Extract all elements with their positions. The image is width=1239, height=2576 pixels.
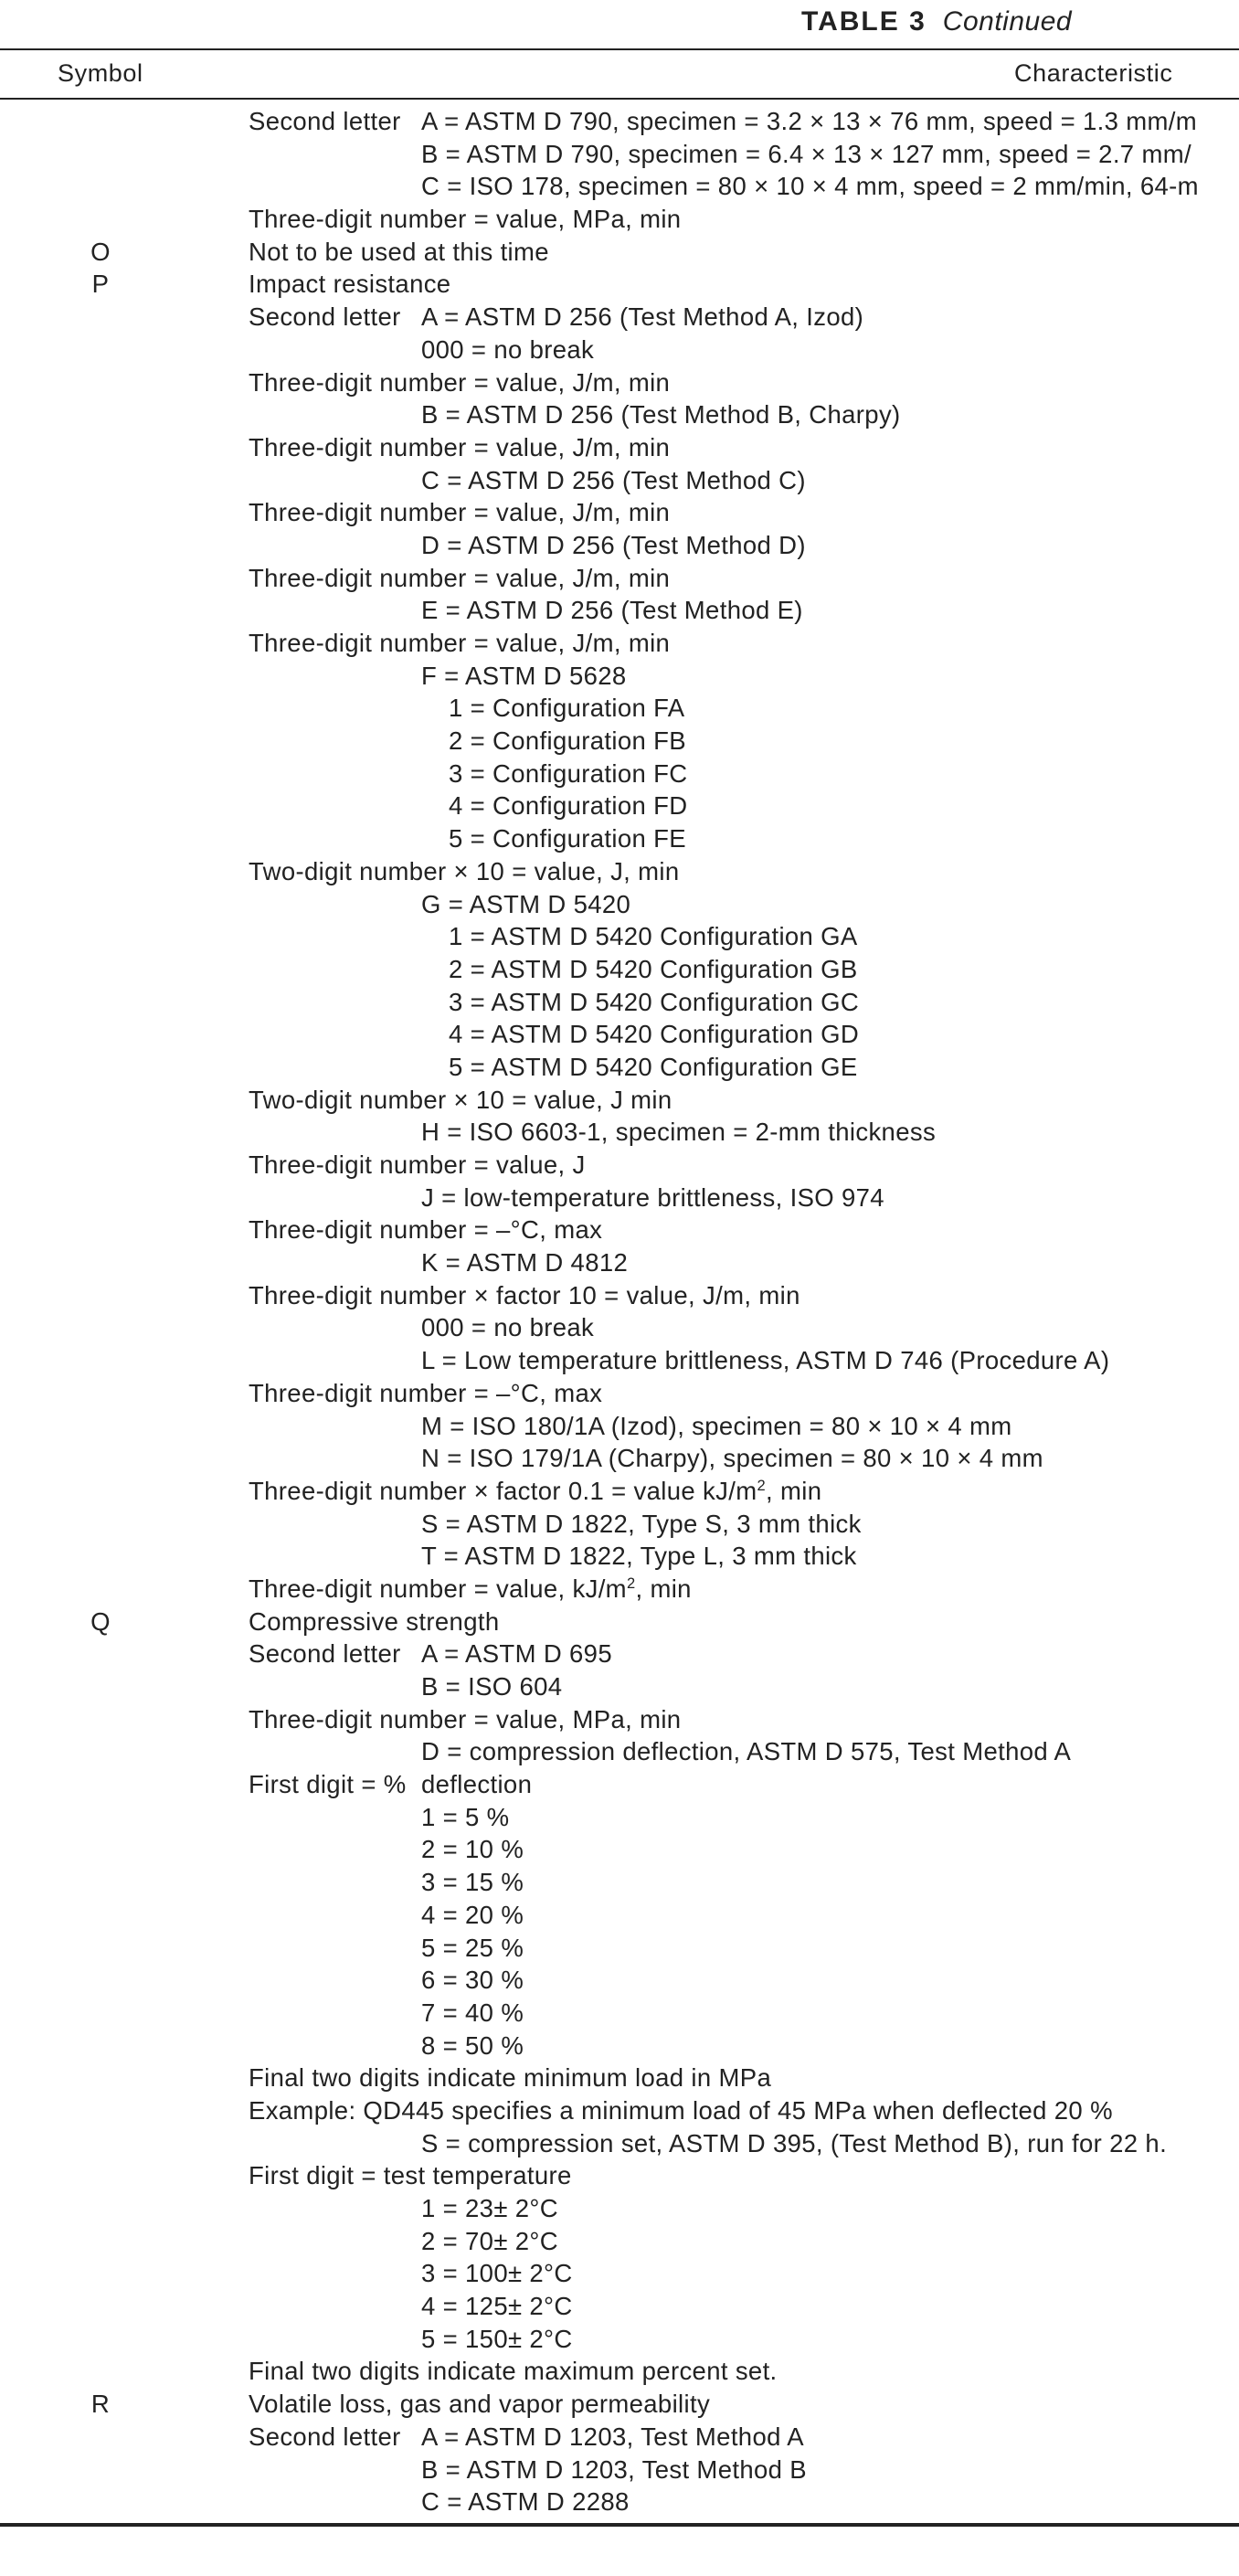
characteristic-option: 5 = 150± 2°C	[421, 2324, 573, 2353]
characteristic-option: 2 = 10 %	[421, 1835, 524, 1864]
characteristic-option: 8 = 50 %	[421, 2030, 524, 2060]
table-row	[0, 1051, 1239, 1084]
characteristic-option: 5 = 25 %	[421, 1933, 524, 1962]
table-header-rule	[0, 98, 1239, 100]
characteristic-lead: Three-digit number × factor 10 = value, J/m, min	[249, 1280, 800, 1309]
characteristic-lead: First digit = %	[249, 1770, 407, 1799]
characteristic-option: F = ASTM D 5628	[421, 661, 627, 690]
characteristic-option: L = Low temperature brittleness, ASTM D 746 (Procedure A)	[421, 1346, 1110, 1375]
table-row	[0, 366, 1239, 399]
characteristic-option: G = ASTM D 5420	[421, 889, 631, 918]
characteristic-lead	[249, 1475, 821, 1508]
table-row	[0, 920, 1239, 953]
table-row	[0, 1735, 1239, 1768]
characteristic-option: A = ASTM D 790, specimen = 3.2 × 13 × 76 mm, speed = 1.3 mm/m	[421, 107, 1198, 135]
characteristic-option: 2 = 70± 2°C	[421, 2226, 558, 2255]
table-row	[0, 105, 1239, 138]
table-row	[0, 1899, 1239, 1932]
characteristic-option: K = ASTM D 4812	[421, 1248, 629, 1277]
characteristic-option: 000 = no break	[421, 1313, 595, 1342]
table-row	[0, 2192, 1239, 2225]
table-row	[0, 236, 1239, 269]
table-row	[0, 758, 1239, 790]
superscript: 2	[626, 1575, 636, 1593]
lead-text: Three-digit number = value, kJ/m	[249, 1574, 627, 1603]
characteristic-suboption: 1 = Configuration FA	[449, 694, 685, 723]
characteristic-lead: Not to be used at this time	[249, 237, 549, 266]
characteristic-lead: Three-digit number = value, J/m, min	[249, 498, 671, 527]
table-row	[0, 1018, 1239, 1051]
table-number: TABLE 3	[801, 6, 927, 37]
table-row	[0, 1410, 1239, 1443]
table-row	[0, 725, 1239, 758]
characteristic-lead: Three-digit number = value, MPa, min	[249, 205, 682, 234]
table-continued-label: Continued	[942, 6, 1073, 37]
table-row	[0, 1246, 1239, 1279]
table-row	[0, 1149, 1239, 1182]
characteristic-option: T = ASTM D 1822, Type L, 3 mm thick	[421, 1542, 857, 1571]
table-row	[0, 2290, 1239, 2323]
table-row	[0, 692, 1239, 725]
characteristic-option: H = ISO 6603-1, specimen = 2-mm thickness	[421, 1118, 937, 1147]
lead-tail: , min	[635, 1574, 692, 1603]
characteristic-option: deflection	[421, 1770, 533, 1799]
characteristic-option: J = low-temperature brittleness, ISO 974	[421, 1182, 884, 1212]
table-row	[0, 1997, 1239, 2030]
characteristic-option: B = ASTM D 790, specimen = 6.4 × 13 × 127 mm, speed = 2.7 mm/	[421, 139, 1191, 168]
characteristic-option: 4 = 20 %	[421, 1900, 524, 1929]
characteristic-lead: Final two digits indicate minimum load in MPa	[249, 2063, 772, 2093]
characteristic-option: C = ISO 178, specimen = 80 × 10 × 4 mm, speed = 2 mm/min, 64-m	[421, 172, 1199, 201]
characteristic-suboption: 5 = ASTM D 5420 Configuration GE	[449, 1052, 858, 1081]
symbol-cell: P	[91, 270, 110, 299]
table-row	[0, 398, 1239, 431]
table-row	[0, 790, 1239, 822]
table-row	[0, 953, 1239, 986]
table-row	[0, 1932, 1239, 1965]
table-row	[0, 2454, 1239, 2486]
characteristic-lead: Three-digit number = value, J/m, min	[249, 432, 671, 461]
characteristic-option: 1 = 23± 2°C	[421, 2194, 558, 2222]
table-row	[0, 1638, 1239, 1670]
characteristic-lead: Final two digits indicate maximum percent set.	[249, 2357, 778, 2386]
table-row	[0, 2355, 1239, 2388]
characteristic-option: S = compression set, ASTM D 395, (Test Method B), run for 22 h.	[421, 2128, 1168, 2157]
table-row	[0, 1801, 1239, 1834]
characteristic-option: 000 = no break	[421, 334, 595, 364]
lead-tail: , min	[766, 1476, 822, 1505]
table-row	[0, 1116, 1239, 1149]
table-row	[0, 1606, 1239, 1638]
table-row	[0, 1377, 1239, 1410]
characteristic-option: D = compression deflection, ASTM D 575, Test Method A	[421, 1737, 1072, 1766]
table-row	[0, 2030, 1239, 2062]
characteristic-option: D = ASTM D 256 (Test Method D)	[421, 530, 806, 559]
table-row	[0, 2127, 1239, 2160]
characteristic-option: A = ASTM D 1203, Test Method A	[421, 2422, 804, 2451]
table-row	[0, 1279, 1239, 1312]
table-row	[0, 822, 1239, 855]
characteristic-lead: Compressive strength	[249, 1606, 500, 1636]
table-row	[0, 627, 1239, 660]
table-row	[0, 2257, 1239, 2290]
characteristic-suboption: 4 = ASTM D 5420 Configuration GD	[449, 1020, 860, 1049]
characteristic-option: B = ASTM D 256 (Test Method B, Charpy)	[421, 400, 901, 429]
characteristic-lead: Three-digit number = value, J/m, min	[249, 367, 671, 397]
column-header-symbol: Symbol	[58, 59, 143, 87]
table-row	[0, 2159, 1239, 2192]
table-row	[0, 2225, 1239, 2258]
characteristic-lead: Three-digit number = value, MPa, min	[249, 1704, 682, 1733]
table-bottom-rule	[0, 2523, 1239, 2527]
characteristic-suboption: 3 = Configuration FC	[449, 758, 688, 788]
characteristic-lead: Impact resistance	[249, 270, 451, 299]
table-row	[0, 1964, 1239, 1997]
table-row	[0, 986, 1239, 1019]
characteristic-option: S = ASTM D 1822, Type S, 3 mm thick	[421, 1509, 862, 1538]
characteristic-option: A = ASTM D 695	[421, 1639, 612, 1669]
table-row	[0, 2323, 1239, 2356]
table-row	[0, 1475, 1239, 1508]
characteristic-lead: Second letter	[249, 302, 401, 332]
characteristic-option: A = ASTM D 256 (Test Method A, Izod)	[421, 302, 864, 332]
table-row	[0, 1508, 1239, 1541]
characteristic-lead: Example: QD445 specifies a minimum load of 45 MPa when deflected 20 %	[249, 2095, 1113, 2125]
characteristic-lead: Three-digit number = –°C, max	[249, 1378, 603, 1407]
characteristic-suboption: 2 = ASTM D 5420 Configuration GB	[449, 954, 858, 983]
table-row	[0, 1442, 1239, 1475]
characteristic-option: N = ISO 179/1A (Charpy), specimen = 80 × 10 × 4 mm	[421, 1444, 1043, 1473]
table-row	[0, 268, 1239, 301]
table-row	[0, 2388, 1239, 2421]
table-row	[0, 1866, 1239, 1899]
characteristic-option: 3 = 100± 2°C	[421, 2259, 573, 2288]
table-row	[0, 170, 1239, 203]
table-row	[0, 2094, 1239, 2127]
table-top-rule	[0, 48, 1239, 50]
table-row	[0, 660, 1239, 693]
characteristic-option: 3 = 15 %	[421, 1868, 524, 1897]
characteristic-option: C = ASTM D 256 (Test Method C)	[421, 465, 806, 494]
table-row	[0, 1703, 1239, 1736]
characteristic-lead: Second letter	[249, 1639, 401, 1669]
characteristic-option: E = ASTM D 256 (Test Method E)	[421, 596, 803, 625]
table-row	[0, 594, 1239, 627]
table-row	[0, 1768, 1239, 1801]
table-row	[0, 2062, 1239, 2094]
table-row	[0, 562, 1239, 595]
table-row	[0, 1084, 1239, 1117]
table-row	[0, 1311, 1239, 1344]
characteristic-option: C = ASTM D 2288	[421, 2487, 630, 2517]
table-row	[0, 334, 1239, 366]
characteristic-lead	[249, 1573, 692, 1606]
table-row	[0, 529, 1239, 562]
table-body	[0, 105, 1239, 2518]
table-row	[0, 138, 1239, 171]
table-row	[0, 855, 1239, 888]
characteristic-lead: Second letter	[249, 107, 401, 135]
table-row	[0, 1573, 1239, 1606]
table-row	[0, 1540, 1239, 1573]
table-row	[0, 2421, 1239, 2454]
characteristic-option: 1 = 5 %	[421, 1802, 510, 1831]
characteristic-suboption: 4 = Configuration FD	[449, 791, 688, 821]
characteristic-lead: Two-digit number × 10 = value, J, min	[249, 856, 680, 885]
symbol-cell: R	[90, 2390, 111, 2419]
symbol-cell: O	[90, 237, 111, 266]
characteristic-lead: Three-digit number = –°C, max	[249, 1215, 603, 1245]
characteristic-lead: Two-digit number × 10 = value, J min	[249, 1085, 672, 1114]
table-row	[0, 2486, 1239, 2518]
characteristic-option: M = ISO 180/1A (Izod), specimen = 80 × 10 × 4 mm	[421, 1411, 1012, 1440]
characteristic-suboption: 5 = Configuration FE	[449, 824, 686, 853]
characteristic-suboption: 3 = ASTM D 5420 Configuration GC	[449, 987, 860, 1016]
characteristic-option: 6 = 30 %	[421, 1966, 524, 1995]
characteristic-lead: Three-digit number = value, J/m, min	[249, 629, 671, 657]
characteristic-lead: Three-digit number = value, J	[249, 1150, 586, 1179]
superscript: 2	[757, 1477, 767, 1494]
symbol-cell: Q	[90, 1606, 111, 1636]
table-row	[0, 1670, 1239, 1703]
table-row	[0, 1344, 1239, 1377]
table-row	[0, 431, 1239, 464]
characteristic-option: 7 = 40 %	[421, 1998, 524, 2027]
characteristic-option: B = ISO 604	[421, 1672, 563, 1701]
table-row	[0, 1833, 1239, 1866]
table-row	[0, 888, 1239, 921]
table-row	[0, 496, 1239, 529]
table-row	[0, 464, 1239, 497]
table-title	[801, 4, 1072, 40]
column-header-characteristic: Characteristic	[1014, 59, 1173, 87]
table-row	[0, 1214, 1239, 1246]
characteristic-option: 4 = 125± 2°C	[421, 2292, 573, 2321]
characteristic-lead: Three-digit number = value, J/m, min	[249, 563, 671, 592]
characteristic-lead: Volatile loss, gas and vapor permeability	[249, 2390, 711, 2419]
characteristic-option: B = ASTM D 1203, Test Method B	[421, 2454, 807, 2484]
table-row	[0, 203, 1239, 236]
table-row	[0, 1182, 1239, 1214]
characteristic-suboption: 2 = Configuration FB	[449, 726, 686, 756]
characteristic-lead: First digit = test temperature	[249, 2161, 572, 2190]
characteristic-lead: Second letter	[249, 2422, 401, 2451]
table-row	[0, 301, 1239, 334]
lead-text: Three-digit number × factor 0.1 = value kJ/m	[249, 1476, 757, 1505]
characteristic-suboption: 1 = ASTM D 5420 Configuration GA	[449, 922, 858, 951]
